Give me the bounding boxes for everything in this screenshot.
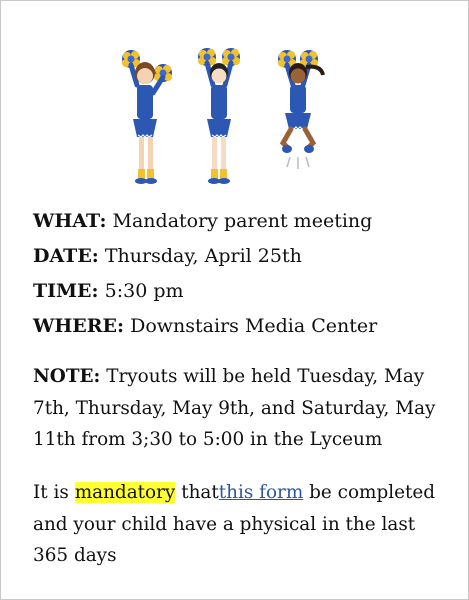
time-label: TIME: — [33, 280, 99, 302]
where-label: WHERE: — [33, 315, 125, 337]
cheerleader-icon — [198, 48, 240, 184]
date-value: Thursday, April 25th — [104, 245, 302, 267]
cheerleader-icon — [278, 50, 323, 169]
time-value: 5:30 pm — [104, 280, 184, 302]
mandatory-highlight: mandatory — [74, 482, 176, 503]
what-label: WHAT: — [33, 210, 107, 232]
requirement-suffix: be completed and your child have a physical in the last 365 days — [33, 482, 436, 566]
requirement-prefix: It is — [33, 482, 69, 503]
cheerleader-illustrations — [101, 45, 341, 190]
where-line — [33, 309, 453, 344]
note-text: Tryouts will be held Tuesday, May 7th, Thursday, May 9th, and Saturday, May 11th from 3;30 to 5:00 in the Lyceum — [33, 366, 436, 450]
date-line — [33, 239, 453, 274]
cheerleader-icon — [122, 50, 172, 184]
where-value: Downstairs Media Center — [130, 315, 378, 337]
time-line — [33, 274, 453, 309]
event-details — [33, 204, 453, 344]
requirement-paragraph — [33, 477, 443, 572]
requirement-middle: that — [181, 482, 219, 503]
form-link[interactable]: this form — [218, 482, 304, 503]
what-value: Mandatory parent meeting — [112, 210, 373, 232]
note-label: NOTE: — [33, 366, 101, 387]
date-label: DATE: — [33, 245, 99, 267]
tryouts-note — [33, 361, 443, 456]
what-line — [33, 204, 453, 239]
